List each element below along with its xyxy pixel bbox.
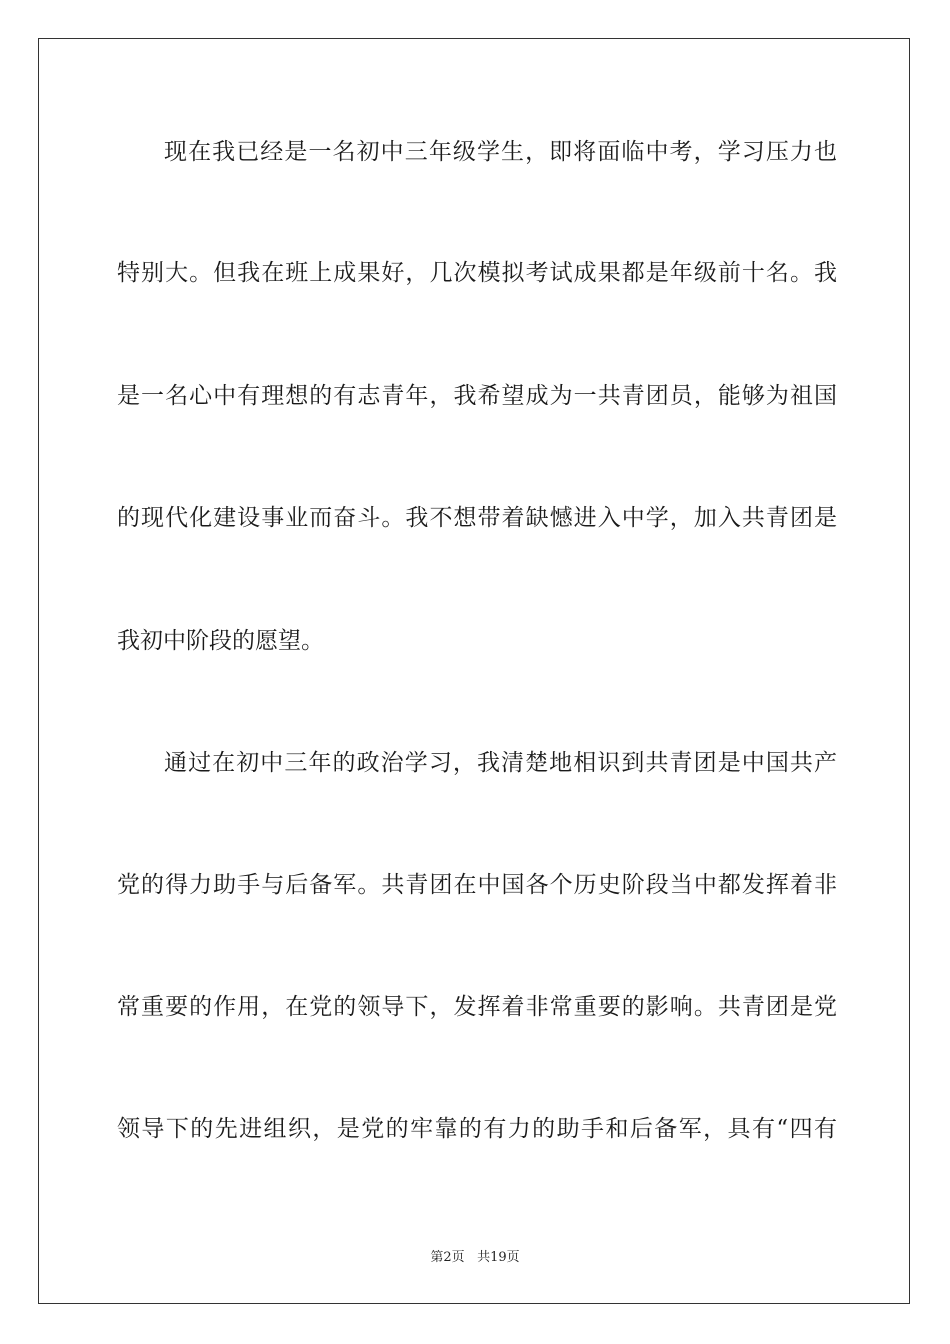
text-line: 党的得力助手与后备军。共青团在中国各个历史阶段当中都发挥着非 bbox=[117, 872, 837, 898]
text-line: 的现代化建设事业而奋斗。我不想带着缺憾进入中学，加入共青团是 bbox=[117, 505, 837, 531]
page-number: 第2页 bbox=[430, 1250, 465, 1265]
text-line: 现在我已经是一名初中三年级学生，即将面临中考，学习压力也 bbox=[164, 139, 837, 165]
text-line: 常重要的作用，在党的领导下，发挥着非常重要的影响。共青团是党 bbox=[117, 994, 837, 1020]
text-line: 特别大。但我在班上成果好，几次模拟考试成果都是年级前十名。我 bbox=[117, 260, 837, 286]
text-line: 通过在初中三年的政治学习，我清楚地相识到共青团是中国共产 bbox=[164, 750, 837, 776]
text-line: 是一名心中有理想的有志青年，我希望成为一共青团员，能够为祖国 bbox=[117, 383, 837, 409]
text-line: 领导下的先进组织，是党的牢靠的有力的助手和后备军，具有“四有 bbox=[117, 1116, 837, 1142]
page-total: 共19页 bbox=[477, 1250, 520, 1265]
text-line: 我初中阶段的愿望。 bbox=[117, 628, 324, 654]
page-footer bbox=[0, 1246, 950, 1265]
